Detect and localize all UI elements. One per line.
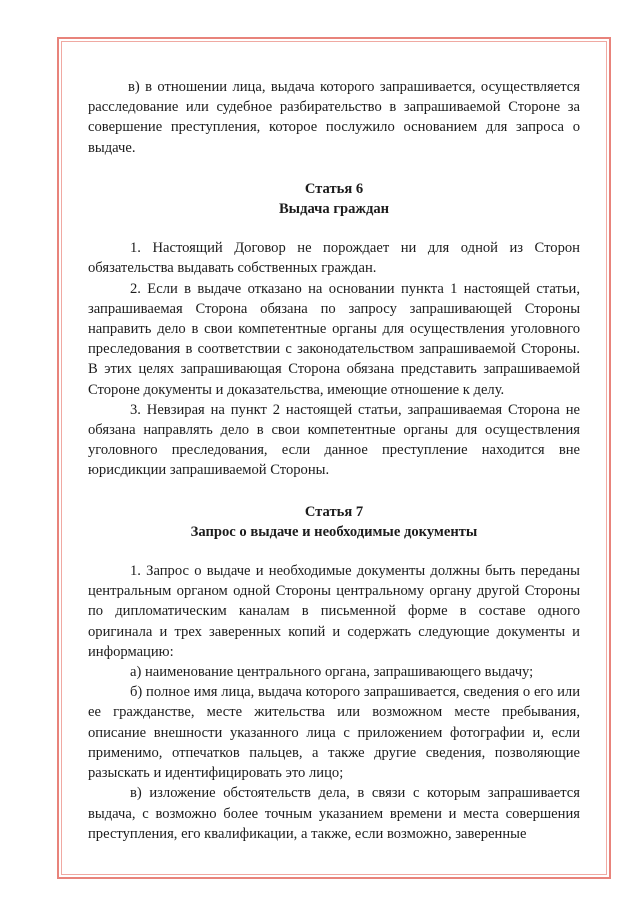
article-6-title: Выдача граждан [278,201,390,218]
article-6-paragraph-1: 1. Настоящий Договор не порождает ни для одной из Сторон обязательства выдавать собственных граждан. [88,240,580,277]
article-7-title: Запрос о выдаче и необходимые документы [190,523,478,540]
article-6-paragraph-3: 3. Невзирая на пункт 2 настоящей статьи, запрашиваемая Сторона не обязана направлять дело в свои компетентные органы для осуществления уголовного преследования, если данное преступление находится вне юрисдикции запрашиваемой Стороны. [88,401,580,479]
article-6-number: Статья 6 [304,180,364,197]
document-body [88,77,580,844]
article-7-item-b: б) полное имя лица, выдача которого запрашивается, сведения о его или ее гражданстве, месте жительства или возможном месте пребывания, описание внешности указанного лица с приложением фотографии и, если применимо, отпечатков пальцев, а также другие сведения, позволяющие разыскать и идентифицировать это лицо; [88,684,580,782]
article-7-item-a: а) наименование центрального органа, запрашивающего выдачу; [130,664,534,681]
article-6-paragraph-2: 2. Если в выдаче отказано на основании пункта 1 настоящей статьи, запрашиваемая Сторона обязана по запросу запрашивающей Стороны направить дело в свои компетентные органы для осуществления уголовного преследования в соответствии с законодательством запрашиваемой Стороны. В этих целях запрашивающая Сторона обязана представить запрашиваемой Стороне документы и доказательства, имеющие отношение к делу. [88,280,580,398]
paragraph-v: в) в отношении лица, выдача которого запрашивается, осуществляется расследование или судебное разбирательство в запрашиваемой Стороне за совершение преступления, которое послужило основанием для запроса о выдаче. [88,79,580,156]
article-7-item-v: в) изложение обстоятельств дела, в связи с которым запрашивается выдача, с возможно более точным указанием времени и места совершения преступления, его квалификации, а также, если возможно, заверенные [88,785,580,842]
article-7-paragraph-1: 1. Запрос о выдаче и необходимые документы должны быть переданы центральным органом одной Стороны центральному органу другой Стороны по дипломатическим каналам в письменной форме в составе одного оригинала и трех заверенных копий и содержать следующие документы и информацию: [88,563,580,660]
article-7-number: Статья 7 [304,503,364,520]
